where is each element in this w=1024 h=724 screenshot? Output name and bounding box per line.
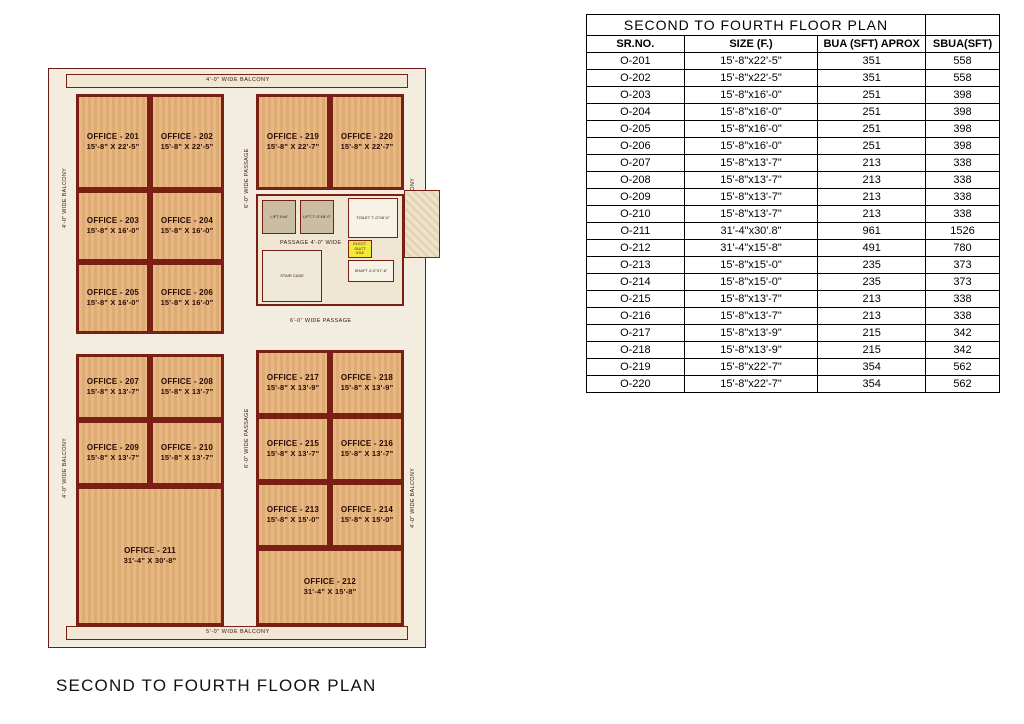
table-row — [587, 104, 1000, 121]
lift-2: LIFT 7'-0"X8'-0" — [300, 200, 334, 234]
cell-srno: O-201 — [587, 53, 685, 70]
cell-size: 15'-8"x22'-7" — [684, 359, 818, 376]
cell-srno: O-205 — [587, 121, 685, 138]
left-balcony-top-label: 4'-0" WIDE BALCONY — [62, 167, 68, 228]
room-name: OFFICE - 215 — [266, 439, 320, 449]
cell-size: 15'-8"x15'-0" — [684, 257, 818, 274]
room-name: OFFICE - 218 — [340, 373, 394, 383]
cell-bua: 251 — [818, 87, 926, 104]
cell-srno: O-220 — [587, 376, 685, 393]
cell-sbua: 338 — [926, 172, 1000, 189]
room-office-216 — [330, 416, 404, 482]
cell-srno: O-202 — [587, 70, 685, 87]
cell-bua: 215 — [818, 342, 926, 359]
room-size: 15'-8" X 16'-0" — [160, 298, 214, 308]
lift-1: LIFT 6'x8' — [262, 200, 296, 234]
stair-case: STAIR CASE — [262, 250, 322, 302]
cell-size: 15'-8"x13'-7" — [684, 308, 818, 325]
room-size: 15'-8" X 16'-0" — [86, 226, 140, 236]
room-office-219 — [256, 94, 330, 190]
room-office-209 — [76, 420, 150, 486]
cell-srno: O-216 — [587, 308, 685, 325]
room-size: 15'-8" X 13'-7" — [160, 453, 214, 463]
cell-srno: O-219 — [587, 359, 685, 376]
table-title: SECOND TO FOURTH FLOOR PLAN — [587, 15, 926, 36]
left-passage-bottom-label: 6'-0" WIDE PASSAGE — [244, 408, 250, 468]
cell-sbua: 338 — [926, 155, 1000, 172]
center-passage-label: PASSAGE 4'-0" WIDE — [280, 240, 342, 246]
cell-srno: O-206 — [587, 138, 685, 155]
room-office-205 — [76, 262, 150, 334]
cell-sbua: 562 — [926, 376, 1000, 393]
room-name: OFFICE - 220 — [340, 132, 394, 142]
room-office-215 — [256, 416, 330, 482]
room-name: OFFICE - 217 — [266, 373, 320, 383]
room-office-214 — [330, 482, 404, 548]
room-name: OFFICE - 209 — [86, 443, 140, 453]
cell-sbua: 398 — [926, 121, 1000, 138]
electric-duct: ELECT. DUCT 4'X4' — [348, 240, 372, 258]
room-office-210 — [150, 420, 224, 486]
cell-size: 15'-8"x16'-0" — [684, 104, 818, 121]
room-name: OFFICE - 213 — [266, 505, 320, 515]
mid-passage-label: 6'-0" WIDE PASSAGE — [290, 318, 352, 324]
table-row — [587, 257, 1000, 274]
table-row — [587, 138, 1000, 155]
toilet-block: TOILET 7'-0"X8'-0" — [348, 198, 398, 238]
cell-srno: O-204 — [587, 104, 685, 121]
cell-srno: O-210 — [587, 206, 685, 223]
cell-size: 15'-8"x13'-7" — [684, 172, 818, 189]
table-row — [587, 53, 1000, 70]
bottom-balcony-label: 5'-0" WIDE BALCONY — [206, 629, 270, 635]
table-row — [587, 155, 1000, 172]
room-office-217 — [256, 350, 330, 416]
column-header-bua: BUA (SFT) APROX — [818, 36, 926, 53]
cell-sbua: 562 — [926, 359, 1000, 376]
room-office-204 — [150, 190, 224, 262]
room-size: 31'-4" X 30'-8" — [123, 556, 177, 566]
room-office-201 — [76, 94, 150, 190]
service-shaft — [404, 190, 440, 258]
room-size: 31'-4" X 15'-8" — [303, 587, 357, 597]
cell-sbua: 558 — [926, 70, 1000, 87]
area-schedule-table — [586, 14, 1000, 393]
room-size: 15'-8" X 13'-7" — [86, 387, 140, 397]
cell-sbua: 398 — [926, 87, 1000, 104]
table-row — [587, 70, 1000, 87]
cell-sbua: 373 — [926, 274, 1000, 291]
room-name: OFFICE - 202 — [160, 132, 214, 142]
cell-bua: 213 — [818, 291, 926, 308]
cell-srno: O-211 — [587, 223, 685, 240]
cell-srno: O-207 — [587, 155, 685, 172]
left-passage-top-label: 6'-0" WIDE PASSAGE — [244, 148, 250, 208]
cell-size: 31'-4"x30'.8" — [684, 223, 818, 240]
cell-bua: 251 — [818, 104, 926, 121]
cell-bua: 354 — [818, 359, 926, 376]
cell-bua: 351 — [818, 53, 926, 70]
room-office-203 — [76, 190, 150, 262]
cell-bua: 215 — [818, 325, 926, 342]
room-name: OFFICE - 211 — [124, 546, 176, 556]
cell-bua: 213 — [818, 172, 926, 189]
cell-sbua: 398 — [926, 138, 1000, 155]
room-office-212 — [256, 548, 404, 626]
table-body — [587, 53, 1000, 393]
cell-bua: 491 — [818, 240, 926, 257]
room-office-211 — [76, 486, 224, 626]
room-name: OFFICE - 212 — [303, 577, 357, 587]
room-size: 15'-8" X 16'-0" — [86, 298, 140, 308]
top-balcony-label: 4'-0" WIDE BALCONY — [206, 77, 270, 83]
room-office-220 — [330, 94, 404, 190]
cell-sbua: 338 — [926, 189, 1000, 206]
cell-bua: 235 — [818, 274, 926, 291]
cell-srno: O-208 — [587, 172, 685, 189]
room-size: 15'-8" X 15'-0" — [266, 515, 320, 525]
room-size: 15'-8" X 15'-0" — [340, 515, 394, 525]
cell-bua: 251 — [818, 138, 926, 155]
room-size: 15'-8" X 13'-7" — [86, 453, 140, 463]
cell-sbua: 338 — [926, 308, 1000, 325]
cell-bua: 961 — [818, 223, 926, 240]
cell-srno: O-217 — [587, 325, 685, 342]
room-size: 15'-8" X 13'-7" — [266, 449, 320, 459]
room-name: OFFICE - 219 — [266, 132, 320, 142]
room-office-206 — [150, 262, 224, 334]
room-name: OFFICE - 210 — [160, 443, 214, 453]
room-name: OFFICE - 208 — [160, 377, 214, 387]
cell-size: 15'-8"x22'-5" — [684, 53, 818, 70]
room-size: 15'-8" X 13'-9" — [340, 383, 394, 393]
cell-srno: O-218 — [587, 342, 685, 359]
table-row — [587, 189, 1000, 206]
cell-size: 15'-8"x16'-0" — [684, 121, 818, 138]
table-row — [587, 172, 1000, 189]
cell-bua: 213 — [818, 155, 926, 172]
room-size: 15'-8" X 22'-7" — [266, 142, 320, 152]
room-name: OFFICE - 216 — [340, 439, 394, 449]
table-header-row — [587, 36, 1000, 53]
table-row — [587, 325, 1000, 342]
table-title-blank — [926, 15, 1000, 36]
cell-srno: O-215 — [587, 291, 685, 308]
cell-sbua: 1526 — [926, 223, 1000, 240]
cell-size: 15'-8"x16'-0" — [684, 138, 818, 155]
room-size: 15'-8" X 22'-5" — [86, 142, 140, 152]
cell-bua: 351 — [818, 70, 926, 87]
table-row — [587, 223, 1000, 240]
cell-sbua: 342 — [926, 342, 1000, 359]
cell-size: 15'-8"x22'-5" — [684, 70, 818, 87]
room-size: 15'-8" X 13'-7" — [340, 449, 394, 459]
cell-size: 15'-8"x13'-7" — [684, 155, 818, 172]
room-size: 15'-8" X 13'-7" — [160, 387, 214, 397]
room-name: OFFICE - 204 — [160, 216, 214, 226]
cell-size: 15'-8"x22'-7" — [684, 376, 818, 393]
cell-sbua: 558 — [926, 53, 1000, 70]
cell-sbua: 398 — [926, 104, 1000, 121]
table-title-row — [587, 15, 1000, 36]
table-row — [587, 121, 1000, 138]
cell-srno: O-209 — [587, 189, 685, 206]
room-name: OFFICE - 207 — [86, 377, 140, 387]
cell-bua: 235 — [818, 257, 926, 274]
room-office-202 — [150, 94, 224, 190]
table-row — [587, 240, 1000, 257]
table-row — [587, 359, 1000, 376]
room-size: 15'-8" X 13'-9" — [266, 383, 320, 393]
cell-srno: O-203 — [587, 87, 685, 104]
table-row — [587, 291, 1000, 308]
cell-srno: O-212 — [587, 240, 685, 257]
cell-sbua: 338 — [926, 291, 1000, 308]
room-name: OFFICE - 201 — [86, 132, 140, 142]
room-size: 15'-8" X 22'-7" — [340, 142, 394, 152]
cell-size: 15'-8"x15'-0" — [684, 274, 818, 291]
room-size: 15'-8" X 16'-0" — [160, 226, 214, 236]
table-row — [587, 87, 1000, 104]
room-name: OFFICE - 206 — [160, 288, 214, 298]
cell-sbua: 373 — [926, 257, 1000, 274]
cell-bua: 251 — [818, 121, 926, 138]
table-row — [587, 308, 1000, 325]
cell-bua: 213 — [818, 308, 926, 325]
cell-bua: 354 — [818, 376, 926, 393]
table-row — [587, 342, 1000, 359]
cell-bua: 213 — [818, 189, 926, 206]
column-header-sbua: SBUA(SFT) — [926, 36, 1000, 53]
cell-size: 15'-8"x13'-7" — [684, 291, 818, 308]
floor-plan-drawing — [48, 68, 426, 648]
room-name: OFFICE - 203 — [86, 216, 140, 226]
cell-size: 15'-8"x13'-9" — [684, 325, 818, 342]
cell-srno: O-214 — [587, 274, 685, 291]
table-row — [587, 206, 1000, 223]
cell-sbua: 780 — [926, 240, 1000, 257]
cell-size: 15'-8"x13'-7" — [684, 189, 818, 206]
right-balcony-bottom-label: 4'-0" WIDE BALCONY — [410, 467, 416, 528]
column-header-srno: SR.NO. — [587, 36, 685, 53]
column-header-size: SIZE (F.) — [684, 36, 818, 53]
cell-size: 15'-8"x13'-9" — [684, 342, 818, 359]
cell-size: 31'-4"x15'-8" — [684, 240, 818, 257]
room-office-218 — [330, 350, 404, 416]
cell-srno: O-213 — [587, 257, 685, 274]
room-name: OFFICE - 214 — [340, 505, 394, 515]
room-office-213 — [256, 482, 330, 548]
cell-sbua: 342 — [926, 325, 1000, 342]
room-size: 15'-8" X 22'-5" — [160, 142, 214, 152]
cell-size: 15'-8"x16'-0" — [684, 87, 818, 104]
cell-sbua: 338 — [926, 206, 1000, 223]
room-office-207 — [76, 354, 150, 420]
cell-size: 15'-8"x13'-7" — [684, 206, 818, 223]
left-balcony-bottom-label: 4'-0" WIDE BALCONY — [62, 437, 68, 498]
table-row — [587, 274, 1000, 291]
shaft-note: SHAFT 4'-0"X7'-6" — [348, 260, 394, 282]
table-row — [587, 376, 1000, 393]
cell-bua: 213 — [818, 206, 926, 223]
room-office-208 — [150, 354, 224, 420]
plan-title: SECOND TO FOURTH FLOOR PLAN — [56, 676, 377, 695]
room-name: OFFICE - 205 — [86, 288, 140, 298]
